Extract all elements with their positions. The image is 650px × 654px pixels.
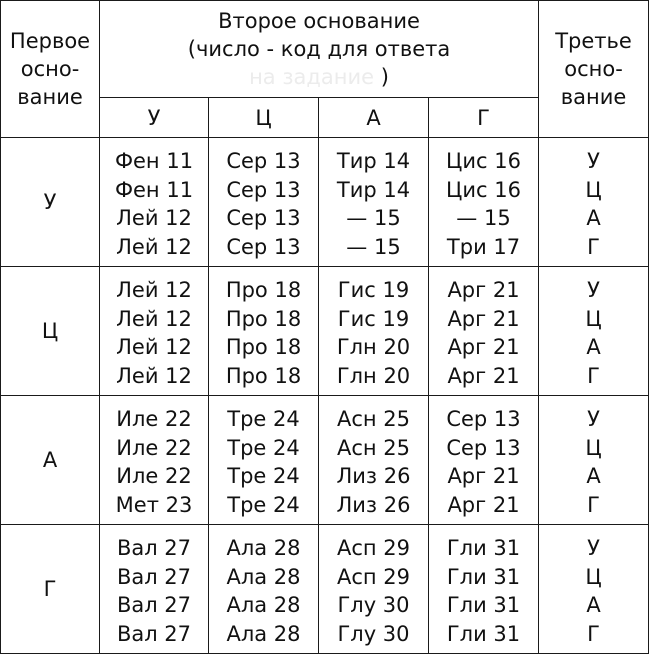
amino-acid-entry: Асн 25 (336, 435, 411, 460)
amino-acid-entry: Тир 14 (336, 149, 411, 173)
amino-acid-entry: Тре 24 (227, 435, 300, 460)
first-base-header-line: Первое (9, 29, 91, 53)
amino-acid-entry: Арг 21 (447, 335, 520, 359)
third-base-entry: Г (587, 621, 600, 646)
amino-acid-cell (429, 138, 539, 267)
amino-acid-cell (209, 138, 319, 267)
amino-acid-entry: Вал 27 (116, 536, 192, 560)
amino-acid-entry: Фен 11 (114, 149, 194, 173)
amino-acid-entry: Тир 14 (336, 177, 411, 202)
amino-acid-cell (319, 396, 429, 525)
amino-acid-entry: Сер 13 (226, 177, 301, 202)
first-base-header (1, 1, 100, 138)
header-row (1, 1, 649, 98)
amino-acid-entry: Гли 31 (446, 536, 521, 560)
second-base-header (100, 1, 539, 98)
third-base-cell (539, 396, 649, 525)
third-base-entry: Г (587, 492, 600, 517)
amino-acid-cell (100, 525, 209, 654)
amino-acid-entry: Сер 13 (446, 435, 521, 460)
third-base-cell (539, 267, 649, 396)
third-base-entry: А (586, 206, 601, 230)
second-base-header-line (100, 63, 538, 91)
amino-acid-entry: Гли 31 (446, 593, 521, 617)
third-base-entry: А (586, 464, 601, 488)
third-base-entry: Ц (585, 306, 602, 331)
third-base-entry: Г (587, 234, 600, 259)
amino-acid-entry: Гли 31 (446, 621, 521, 646)
amino-acid-entry: Ала 28 (226, 536, 301, 560)
amino-acid-entry: Иле 22 (116, 435, 192, 460)
amino-acid-entry: — 15 (346, 234, 401, 259)
amino-acid-entry: Иле 22 (116, 464, 192, 488)
amino-acid-entry: Лей 12 (116, 306, 192, 331)
amino-acid-entry: Вал 27 (116, 564, 192, 589)
third-base-entry: Ц (585, 435, 602, 460)
third-base-header-line: Третье (555, 29, 632, 53)
third-base-entry: А (586, 335, 601, 359)
amino-acid-entry: Лей 12 (116, 206, 192, 230)
amino-acid-entry: Сер 13 (226, 234, 301, 259)
amino-acid-entry: Цис 16 (446, 177, 521, 202)
amino-acid-entry: Иле 22 (116, 407, 192, 431)
amino-acid-entry: Асп 29 (336, 564, 411, 589)
amino-acid-cell (319, 138, 429, 267)
amino-acid-entry: Фен 11 (114, 177, 194, 202)
amino-acid-entry: Лиз 26 (336, 464, 411, 488)
amino-acid-cell (429, 396, 539, 525)
amino-acid-entry: Мет 23 (115, 492, 193, 517)
amino-acid-entry: — 15 (456, 206, 511, 230)
amino-acid-entry: Гис 19 (337, 278, 410, 302)
third-base-header (539, 1, 649, 138)
amino-acid-entry: Про 18 (225, 278, 302, 302)
amino-acid-entry: Цис 16 (446, 149, 521, 173)
amino-acid-entry: Три 17 (446, 234, 521, 259)
amino-acid-entry: Арг 21 (447, 492, 520, 517)
first-base-header-line: осно- (20, 57, 80, 81)
second-base-header-line: Второе основание (218, 9, 420, 33)
third-base-header-line: вание (560, 85, 627, 109)
table-row (1, 138, 649, 267)
amino-acid-entry: Сер 13 (226, 206, 301, 230)
third-base-entry: Ц (585, 564, 602, 589)
third-base-cell (539, 138, 649, 267)
column-header-a: А (319, 98, 429, 138)
first-base-cell: А (1, 396, 100, 525)
amino-acid-entry: Сер 13 (226, 149, 301, 173)
table-row (1, 396, 649, 525)
amino-acid-entry: Сер 13 (446, 407, 521, 431)
first-base-cell: У (1, 138, 100, 267)
amino-acid-entry: Ала 28 (226, 593, 301, 617)
amino-acid-entry: Глу 30 (337, 621, 410, 646)
third-base-entry: Ц (585, 177, 602, 202)
amino-acid-entry: Лиз 26 (336, 492, 411, 517)
table-body (1, 138, 649, 654)
third-base-cell (539, 525, 649, 654)
amino-acid-entry: Арг 21 (447, 306, 520, 331)
amino-acid-entry: Про 18 (225, 363, 302, 388)
second-base-header-paren: ) (380, 65, 389, 89)
amino-acid-entry: Лей 12 (116, 363, 192, 388)
column-header-g: Г (429, 98, 539, 138)
third-base-entry: У (587, 149, 600, 173)
amino-acid-entry: Глн 20 (336, 363, 411, 388)
third-base-entry: Г (587, 363, 600, 388)
amino-acid-entry: Арг 21 (447, 464, 520, 488)
column-header-u: У (100, 98, 209, 138)
amino-acid-cell (209, 525, 319, 654)
amino-acid-entry: Тре 24 (227, 492, 300, 517)
amino-acid-entry: — 15 (346, 206, 401, 230)
amino-acid-entry: Про 18 (225, 306, 302, 331)
table-row (1, 267, 649, 396)
amino-acid-cell (319, 525, 429, 654)
amino-acid-entry: Лей 12 (116, 278, 192, 302)
amino-acid-cell (209, 267, 319, 396)
amino-acid-cell (209, 396, 319, 525)
amino-acid-cell (319, 267, 429, 396)
amino-acid-cell (429, 267, 539, 396)
amino-acid-entry: Асн 25 (336, 407, 411, 431)
column-header-c: Ц (209, 98, 319, 138)
amino-acid-cell (100, 267, 209, 396)
first-base-header-line: вание (17, 85, 83, 109)
amino-acid-entry: Ала 28 (226, 564, 301, 589)
amino-acid-cell (100, 396, 209, 525)
amino-acid-entry: Вал 27 (116, 593, 192, 617)
amino-acid-entry: Глу 30 (337, 593, 410, 617)
amino-acid-entry: Тре 24 (227, 464, 300, 488)
amino-acid-entry: Гис 19 (337, 306, 410, 331)
first-base-cell: Г (1, 525, 100, 654)
second-base-header-faded-text: на задание (249, 65, 375, 89)
amino-acid-entry: Про 18 (225, 335, 302, 359)
second-base-header-line: (число - код для ответа (187, 37, 451, 61)
amino-acid-entry: Лей 12 (116, 234, 192, 259)
third-base-entry: У (587, 407, 600, 431)
third-base-entry: У (587, 536, 600, 560)
table-row (1, 525, 649, 654)
amino-acid-entry: Глн 20 (336, 335, 411, 359)
amino-acid-entry: Арг 21 (447, 278, 520, 302)
amino-acid-cell (429, 525, 539, 654)
amino-acid-entry: Гли 31 (446, 564, 521, 589)
amino-acid-entry: Тре 24 (227, 407, 300, 431)
third-base-header-line: осно- (564, 57, 623, 81)
amino-acid-cell (100, 138, 209, 267)
amino-acid-entry: Арг 21 (447, 363, 520, 388)
amino-acid-entry: Ала 28 (226, 621, 301, 646)
amino-acid-entry: Вал 27 (116, 621, 192, 646)
first-base-cell: Ц (1, 267, 100, 396)
amino-acid-entry: Асп 29 (336, 536, 411, 560)
third-base-entry: А (586, 593, 601, 617)
amino-acid-entry: Лей 12 (116, 335, 192, 359)
third-base-entry: У (587, 278, 600, 302)
